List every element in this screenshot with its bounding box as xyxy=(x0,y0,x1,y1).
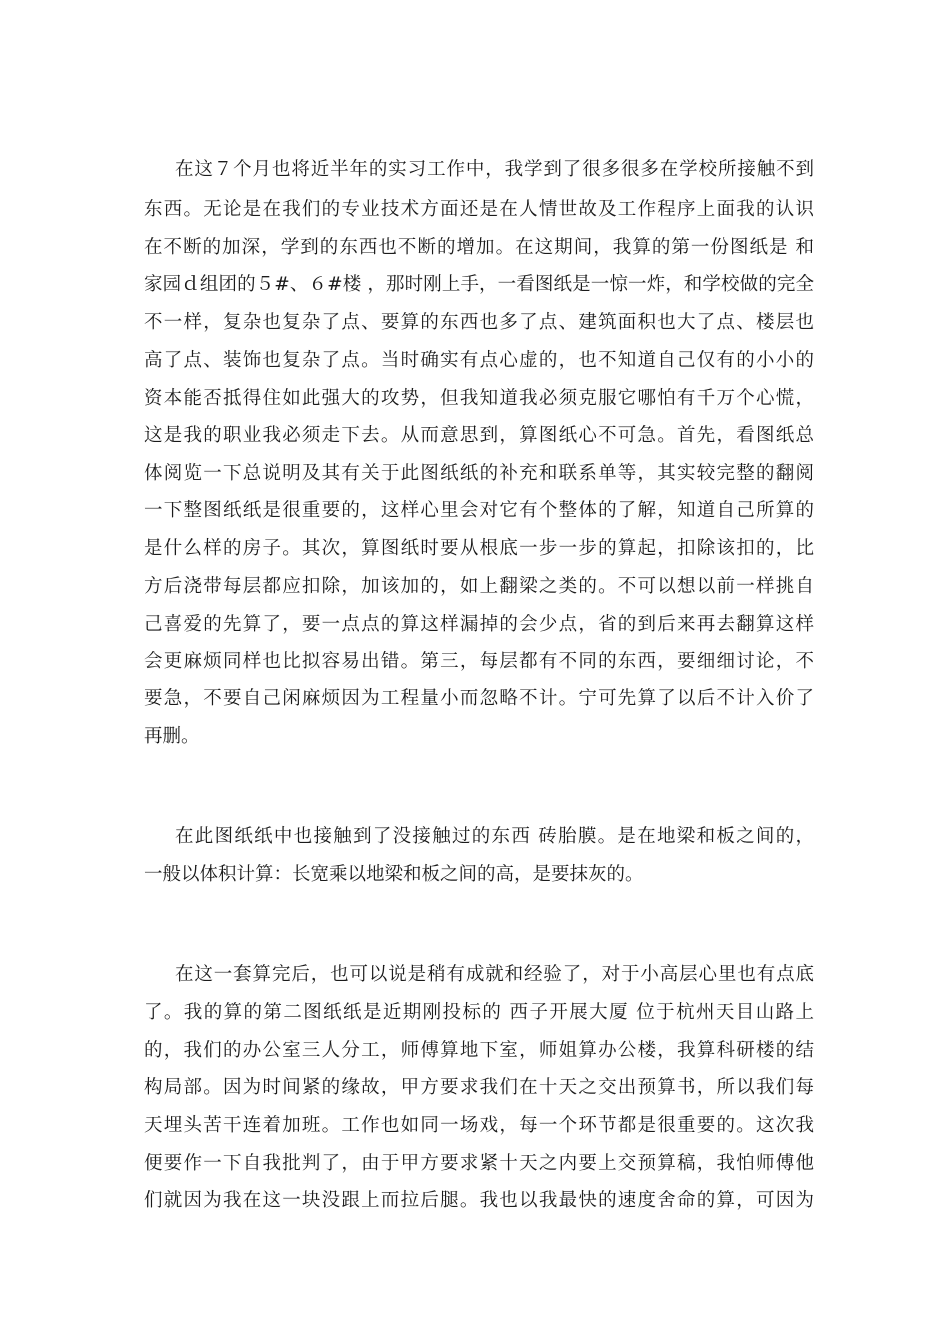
text-line: 这是我的职业我必须走下去。从而意思到，算图纸心不可急。首先，看图纸总 xyxy=(144,425,814,446)
text-line: 方后浇带每层都应扣除，加该加的，如上翻梁之类的。不可以想以前一样挑自 xyxy=(144,576,814,597)
text-line: 再删。 xyxy=(144,726,200,747)
text-line: 在此图纸纸中也接触到了没接触过的东西 砖胎膜。是在地梁和板之间的， xyxy=(175,826,814,847)
text-line: 一般以体积计算：长宽乘以地梁和板之间的高，是要抹灰的。 xyxy=(144,864,644,885)
text-line: 构局部。因为时间紧的缘故，甲方要求我们在十天之交出预算书，所以我们每 xyxy=(144,1077,814,1098)
text-line: 在这７个月也将近半年的实习工作中，我学到了很多很多在学校所接触不到 xyxy=(175,159,814,180)
text-line: 东西。无论是在我们的专业技术方面还是在人情世故及工作程序上面我的认识 xyxy=(144,199,814,220)
text-line: 体阅览一下总说明及其有关于此图纸纸的补充和联系单等，其实较完整的翻阅 xyxy=(144,463,814,484)
text-line: 的，我们的办公室三人分工，师傅算地下室，师姐算办公楼，我算科研楼的结 xyxy=(144,1040,814,1061)
text-line: 在这一套算完后，也可以说是稍有成就和经验了，对于小高层心里也有点底 xyxy=(175,964,814,985)
text-line: 资本能否抵得住如此强大的攻势，但我知道我必须克服它哪怕有千万个心慌， xyxy=(144,388,814,409)
text-line: 会更麻烦同样也比拟容易出错。第三，每层都有不同的东西，要细细讨论，不 xyxy=(144,651,814,672)
text-line: 己喜爱的先算了，要一点点的算这样漏掉的会少点，省的到后来再去翻算这样 xyxy=(144,614,814,635)
text-line: 在不断的加深，学到的东西也不断的增加。在这期间，我算的第一份图纸是 和 xyxy=(144,237,814,258)
text-line: 要急，不要自己闲麻烦因为工程量小而忽略不计。宁可先算了以后不计入价了 xyxy=(144,688,814,709)
text-line: 不一样，复杂也复杂了点、要算的东西也多了点、建筑面积也大了点、楼层也 xyxy=(144,312,814,333)
text-line: 便要作一下自我批判了，由于甲方要求紧十天之内要上交预算稿，我怕师傅他 xyxy=(144,1153,814,1174)
text-line: 们就因为我在这一块没跟上而拉后腿。我也以我最快的速度舍命的算，可因为 xyxy=(144,1190,814,1211)
text-line: 是什么样的房子。其次，算图纸时要从根底一步一步的算起，扣除该扣的，比 xyxy=(144,538,814,559)
text-line: 家园ｄ组团的５#、６#楼 ，那时刚上手，一看图纸是一惊一炸，和学校做的完全 xyxy=(144,274,814,295)
text-line: 一下整图纸纸是很重要的，这样心里会对它有个整体的了解，知道自己所算的 xyxy=(144,500,814,521)
text-line: 高了点、装饰也复杂了点。当时确实有点心虚的，也不知道自己仅有的小小的 xyxy=(144,350,814,371)
text-line: 天埋头苦干连着加班。工作也如同一场戏，每一个环节都是很重要的。这次我 xyxy=(144,1115,814,1136)
text-line: 了。我的算的第二图纸纸是近期刚投标的 西子开展大厦 位于杭州天目山路上 xyxy=(144,1002,814,1023)
